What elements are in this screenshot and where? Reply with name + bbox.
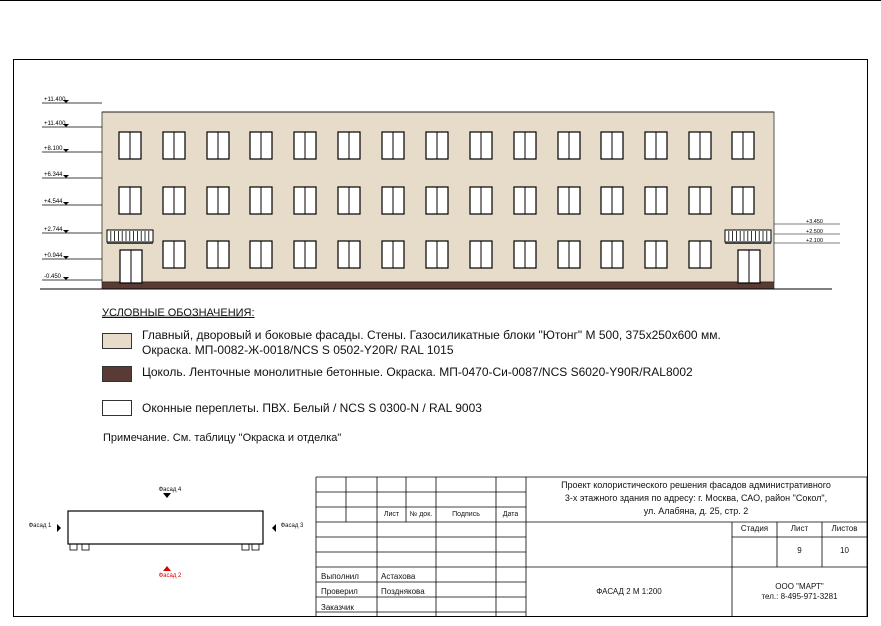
- level-marker: [63, 230, 69, 233]
- keyplan-foot: [82, 544, 89, 550]
- header-doc-no: № док.: [409, 511, 433, 518]
- sheets-total: 10: [840, 546, 849, 555]
- drawing-name: ФАСАД 2 М 1:200: [596, 587, 662, 596]
- legend-title: УСЛОВНЫЕ ОБОЗНАЧЕНИЯ:: [102, 307, 255, 319]
- keyplan-facade2-label: Фасад 2: [158, 573, 182, 579]
- keyplan-foot: [252, 544, 259, 550]
- role-customer: Заказчик: [321, 603, 354, 612]
- keyplan-foot: [242, 544, 249, 550]
- level-marker: [63, 256, 69, 259]
- level-label: +2.744: [44, 227, 63, 233]
- right-level-label: +2.100: [806, 238, 823, 244]
- project-line2: 3-х этажного здания по адресу: г. Москва, САО, район "Сокол",: [564, 493, 828, 503]
- legend-plinth-text: Цоколь. Ленточные монолитные бетонные. Окраска. МП-0470-Си-0087/NCS S6020-Y90R/RAL8002: [142, 365, 693, 379]
- legend-swatch-wall: [102, 333, 132, 349]
- keyplan-facade4-label: Фасад 4: [158, 487, 182, 493]
- canopy-slab: [107, 242, 153, 244]
- sheets-label: Листов: [831, 524, 858, 533]
- keyplan-arrow-2: [163, 566, 171, 571]
- header-date: Дата: [502, 511, 519, 518]
- name-executed: Астахова: [381, 572, 416, 581]
- name-checked: Позднякова: [381, 587, 425, 596]
- level-label: +4.544: [44, 199, 63, 205]
- legend-swatch-plinth: [102, 366, 132, 382]
- level-marker: [63, 202, 69, 205]
- role-checked: Проверил: [321, 587, 358, 596]
- company-phone: тел.: 8-495-971-3281: [761, 592, 838, 601]
- legend-swatch-window: [102, 400, 132, 416]
- header-signature: Подпись: [452, 511, 480, 518]
- plinth: [102, 282, 774, 289]
- header-list: Лист: [383, 511, 400, 518]
- legend-wall-line2: Окраска. МП-0082-Ж-0018/NCS S 0502-Y20R/ RAL 1015: [142, 343, 454, 357]
- level-marker: [63, 277, 69, 280]
- legend-window-text: Оконные переплеты. ПВХ. Белый / NCS S 0300-N / RAL 9003: [142, 401, 482, 415]
- stage-label: Стадия: [740, 524, 769, 533]
- level-label: +6.344: [44, 172, 63, 178]
- level-label: -0.450: [44, 274, 62, 280]
- level-label: +11.400: [44, 121, 66, 127]
- keyplan-foot: [70, 544, 77, 550]
- keyplan-facade3-label: Фасад 3: [280, 523, 304, 529]
- company-name: ООО "МАРТ": [775, 582, 824, 591]
- keyplan-outline: [68, 511, 263, 544]
- sheet-number: 9: [797, 546, 802, 555]
- level-label: +11.400: [44, 97, 66, 103]
- keyplan-arrow-4: [163, 493, 171, 498]
- right-level-label: +3.450: [806, 219, 823, 225]
- project-line3: ул. Алабяна, д. 25, стр. 2: [643, 506, 749, 516]
- level-marker: [63, 175, 69, 178]
- legend-wall-line1: Главный, дворовый и боковые фасады. Стены. Газосиликатные блоки "Ютонг" М 500, 375х250х600 мм.: [142, 328, 721, 342]
- keyplan-facade1-label: Фасад 1: [28, 523, 52, 529]
- level-label: +0.944: [44, 253, 63, 259]
- level-label: +8.100: [44, 146, 63, 152]
- project-line1: Проект колористического решения фасадов административного: [561, 480, 831, 490]
- canopy-slab: [725, 242, 771, 244]
- role-executed: Выполнил: [321, 572, 359, 581]
- right-level-label: +2.500: [806, 229, 823, 235]
- sheet-label: Лист: [790, 524, 809, 533]
- level-marker: [63, 149, 69, 152]
- legend-note: Примечание. См. таблицу "Окраска и отделка": [103, 432, 342, 444]
